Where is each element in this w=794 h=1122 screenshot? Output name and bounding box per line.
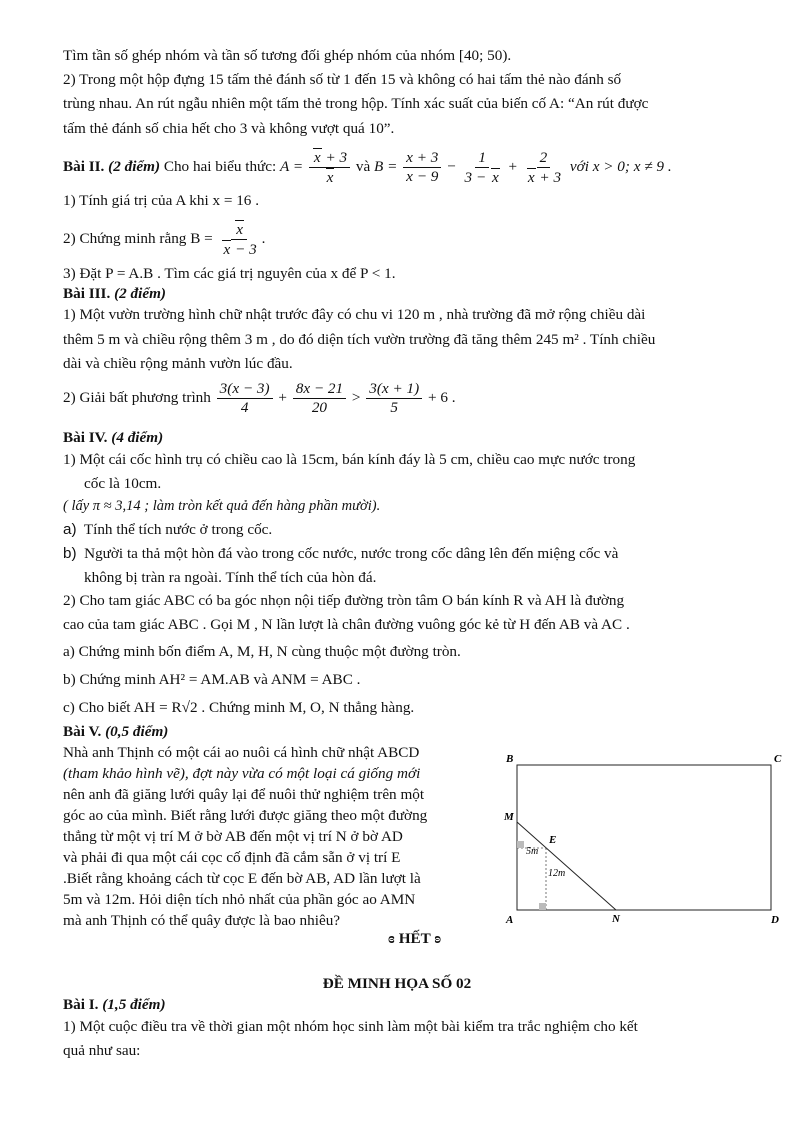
label-n: N xyxy=(612,913,620,924)
fraction-b2: $\frac{1}{3 - x}$ xyxy=(464,148,499,186)
text-line: 1) Một cuộc điều tra về thời gian một nhóm học sinh làm một bài kiểm tra trắc nghiệm cho kết xyxy=(63,1018,638,1035)
right-angle-mark xyxy=(517,841,524,848)
text-line: Nhà anh Thịnh có một cái ao nuôi cá hình chữ nhật ABCD xyxy=(63,744,420,761)
fraction: $\frac{8x - 21}{20}$ xyxy=(293,380,346,417)
label-5m: 5m xyxy=(526,846,539,857)
text-line: 2) Cho tam giác ABC có ba góc nhọn nội tiếp đường tròn tâm O bán kính R và AH là đường xyxy=(63,592,625,609)
text-line: 2) Trong một hộp đựng 15 tấm thẻ đánh số từ 1 đến 15 và không có hai tấm thẻ nào đánh số xyxy=(63,71,622,88)
fraction: $\frac{3(x + 1)}{5}$ xyxy=(366,380,422,417)
question: 1) Tính giá trị của A khi x = 16 . xyxy=(63,192,259,209)
section-title: Bài III. xyxy=(63,285,111,302)
fraction-a: $\frac{x + 3}{x}$ xyxy=(309,148,350,187)
text-line: a) Chứng minh bốn điểm A, M, H, N cùng thuộc một đường tròn. xyxy=(63,643,461,660)
text-line: tấm thẻ đánh số chia hết cho 3 và không vượt quá 10”. xyxy=(63,120,395,137)
text-line: b) Chứng minh AH² = AM.AB và ANM = ABC . xyxy=(63,671,361,688)
note-line: ( lấy π ≈ 3,14 ; làm tròn kết quả đến hàng phần mười). xyxy=(63,498,381,514)
text-line: và phải đi qua một cái cọc cố định đã cắm sẵn ở vị trí E xyxy=(63,849,401,866)
text-line: c) Cho biết AH = R√2 . Chứng minh M, O, N thẳng hàng. xyxy=(63,699,415,716)
minus-sign: − xyxy=(447,157,456,175)
item-b: b) Người ta thả một hòn đá vào trong cốc nước, nước trong cốc dâng lên đến miệng cốc và xyxy=(63,545,619,562)
text-line: .Biết rằng khoảng cách từ cọc E đến bờ AB, AD lần lượt là xyxy=(63,870,421,887)
text-line: cốc là 10cm. xyxy=(84,475,162,492)
question: 3) Đặt P = A.B . Tìm các giá trị nguyên của x để P < 1. xyxy=(63,265,396,282)
fraction: $\frac{3(x - 3)}{4}$ xyxy=(217,380,273,417)
label-e: E xyxy=(549,834,557,846)
section-title: Bài V. xyxy=(63,723,102,740)
bai2-header xyxy=(63,148,672,187)
section-points: (2 điểm) xyxy=(108,157,161,175)
text-line: trùng nhau. An rút ngẫu nhiên một tấm thẻ trong hộp. Tính xác suất của biến cố A: “An rút được xyxy=(63,95,649,112)
text-line: mà anh Thịnh có thể quây được là bao nhiêu? xyxy=(63,912,341,929)
section-points: (4 điểm) xyxy=(111,429,164,446)
sqrt-x: x xyxy=(326,169,334,186)
label-c: C xyxy=(774,753,782,765)
text-line: cao của tam giác ABC . Gọi M , N lần lượt là chân đường vuông góc kẻ từ H đến AB và AC . xyxy=(63,616,630,633)
section-points: (2 điểm) xyxy=(114,285,166,302)
text-line: thẳng từ một vị trí M ở bờ AB đến một vị trí N ở bờ AD xyxy=(63,828,403,845)
section-points: (0,5 điểm) xyxy=(105,723,169,740)
expr-b-lhs: B = xyxy=(374,157,398,175)
section-title: Bài IV. xyxy=(63,429,108,446)
text-line: quả như sau: xyxy=(63,1042,141,1059)
text-line: Tìm tần số ghép nhóm và tần số tương đối ghép nhóm của nhóm [40; 50). xyxy=(63,47,512,64)
page-heading: ĐỀ MINH HỌA SỐ 02 xyxy=(322,975,472,992)
text-line: 1) Một cái cốc hình trụ có chiều cao là 15cm, bán kính đáy là 5 cm, chiều cao mực nước trong xyxy=(63,451,636,468)
de2-bai1-header xyxy=(63,996,166,1014)
expr-a-lhs: A = xyxy=(280,157,304,175)
question: 2) Chứng minh rằng B = $\frac{x}{x - 3}$ . xyxy=(63,221,266,258)
text-line: nên anh đã giăng lưới quây lại để nuôi thử nghiệm trên một xyxy=(63,786,425,803)
section-points: (1,5 điểm) xyxy=(102,996,166,1013)
bai3-header xyxy=(63,285,166,303)
fraction-q2: $\frac{x}{x - 3}$ xyxy=(223,221,257,258)
bai4-header xyxy=(63,429,163,447)
label-a: A xyxy=(506,914,514,924)
text-line: không bị tràn ra ngoài. Tính thể tích của hòn đá. xyxy=(84,569,377,586)
text-line: góc ao của mình. Biết rằng lưới được giăng theo một đường xyxy=(63,807,428,824)
text-line: dài và chiều rộng mảnh vườn lúc đầu. xyxy=(63,355,293,372)
item-a: a) Tính thể tích nước ở trong cốc. xyxy=(63,521,273,538)
plus-sign: + xyxy=(508,157,518,175)
section-title: Bài II. xyxy=(63,157,105,175)
net-line-mn xyxy=(517,822,616,910)
bai2-intro: Cho hai biểu thức: xyxy=(163,157,277,175)
inequality-question: 2) Giải bất phương trình $\frac{3(x - 3)}{4}$ + $\frac{8x - 21}{20}$ > $\frac{3(x + 1)}{5}$ + 6 . xyxy=(63,380,456,417)
fraction-b1: $\frac{x + 3}{x - 9}$ xyxy=(403,149,441,186)
section-title: Bài I. xyxy=(63,996,99,1013)
end-marker: ɞ HẾT ʚ xyxy=(388,930,442,947)
pond-figure xyxy=(500,748,790,924)
bai5-header xyxy=(63,723,168,741)
text-line: 5m và 12m. Hỏi diện tích nhỏ nhất của phần góc ao AMN xyxy=(63,891,416,908)
label-b: B xyxy=(506,753,514,765)
condition: với x > 0; x ≠ 9 . xyxy=(569,157,672,175)
label-m: M xyxy=(504,811,514,823)
text-line: (tham khảo hình vẽ), đợt này vừa có một loại cá giống mới xyxy=(63,765,421,782)
and-word: và xyxy=(355,157,371,175)
label-12m: 12m xyxy=(548,868,566,879)
text-line: thêm 5 m và chiều rộng thêm 3 m , do đó diện tích vườn trường đã tăng thêm 245 m² . Tính chiều xyxy=(63,331,656,348)
right-angle-mark xyxy=(539,903,546,910)
fraction-b3: $\frac{2}{x + 3}$ xyxy=(527,148,562,186)
text-line: 1) Một vườn trường hình chữ nhật trước đây có chu vi 120 m , nhà trường đã mở rộng chiều dài xyxy=(63,306,646,323)
label-d: D xyxy=(771,914,779,924)
